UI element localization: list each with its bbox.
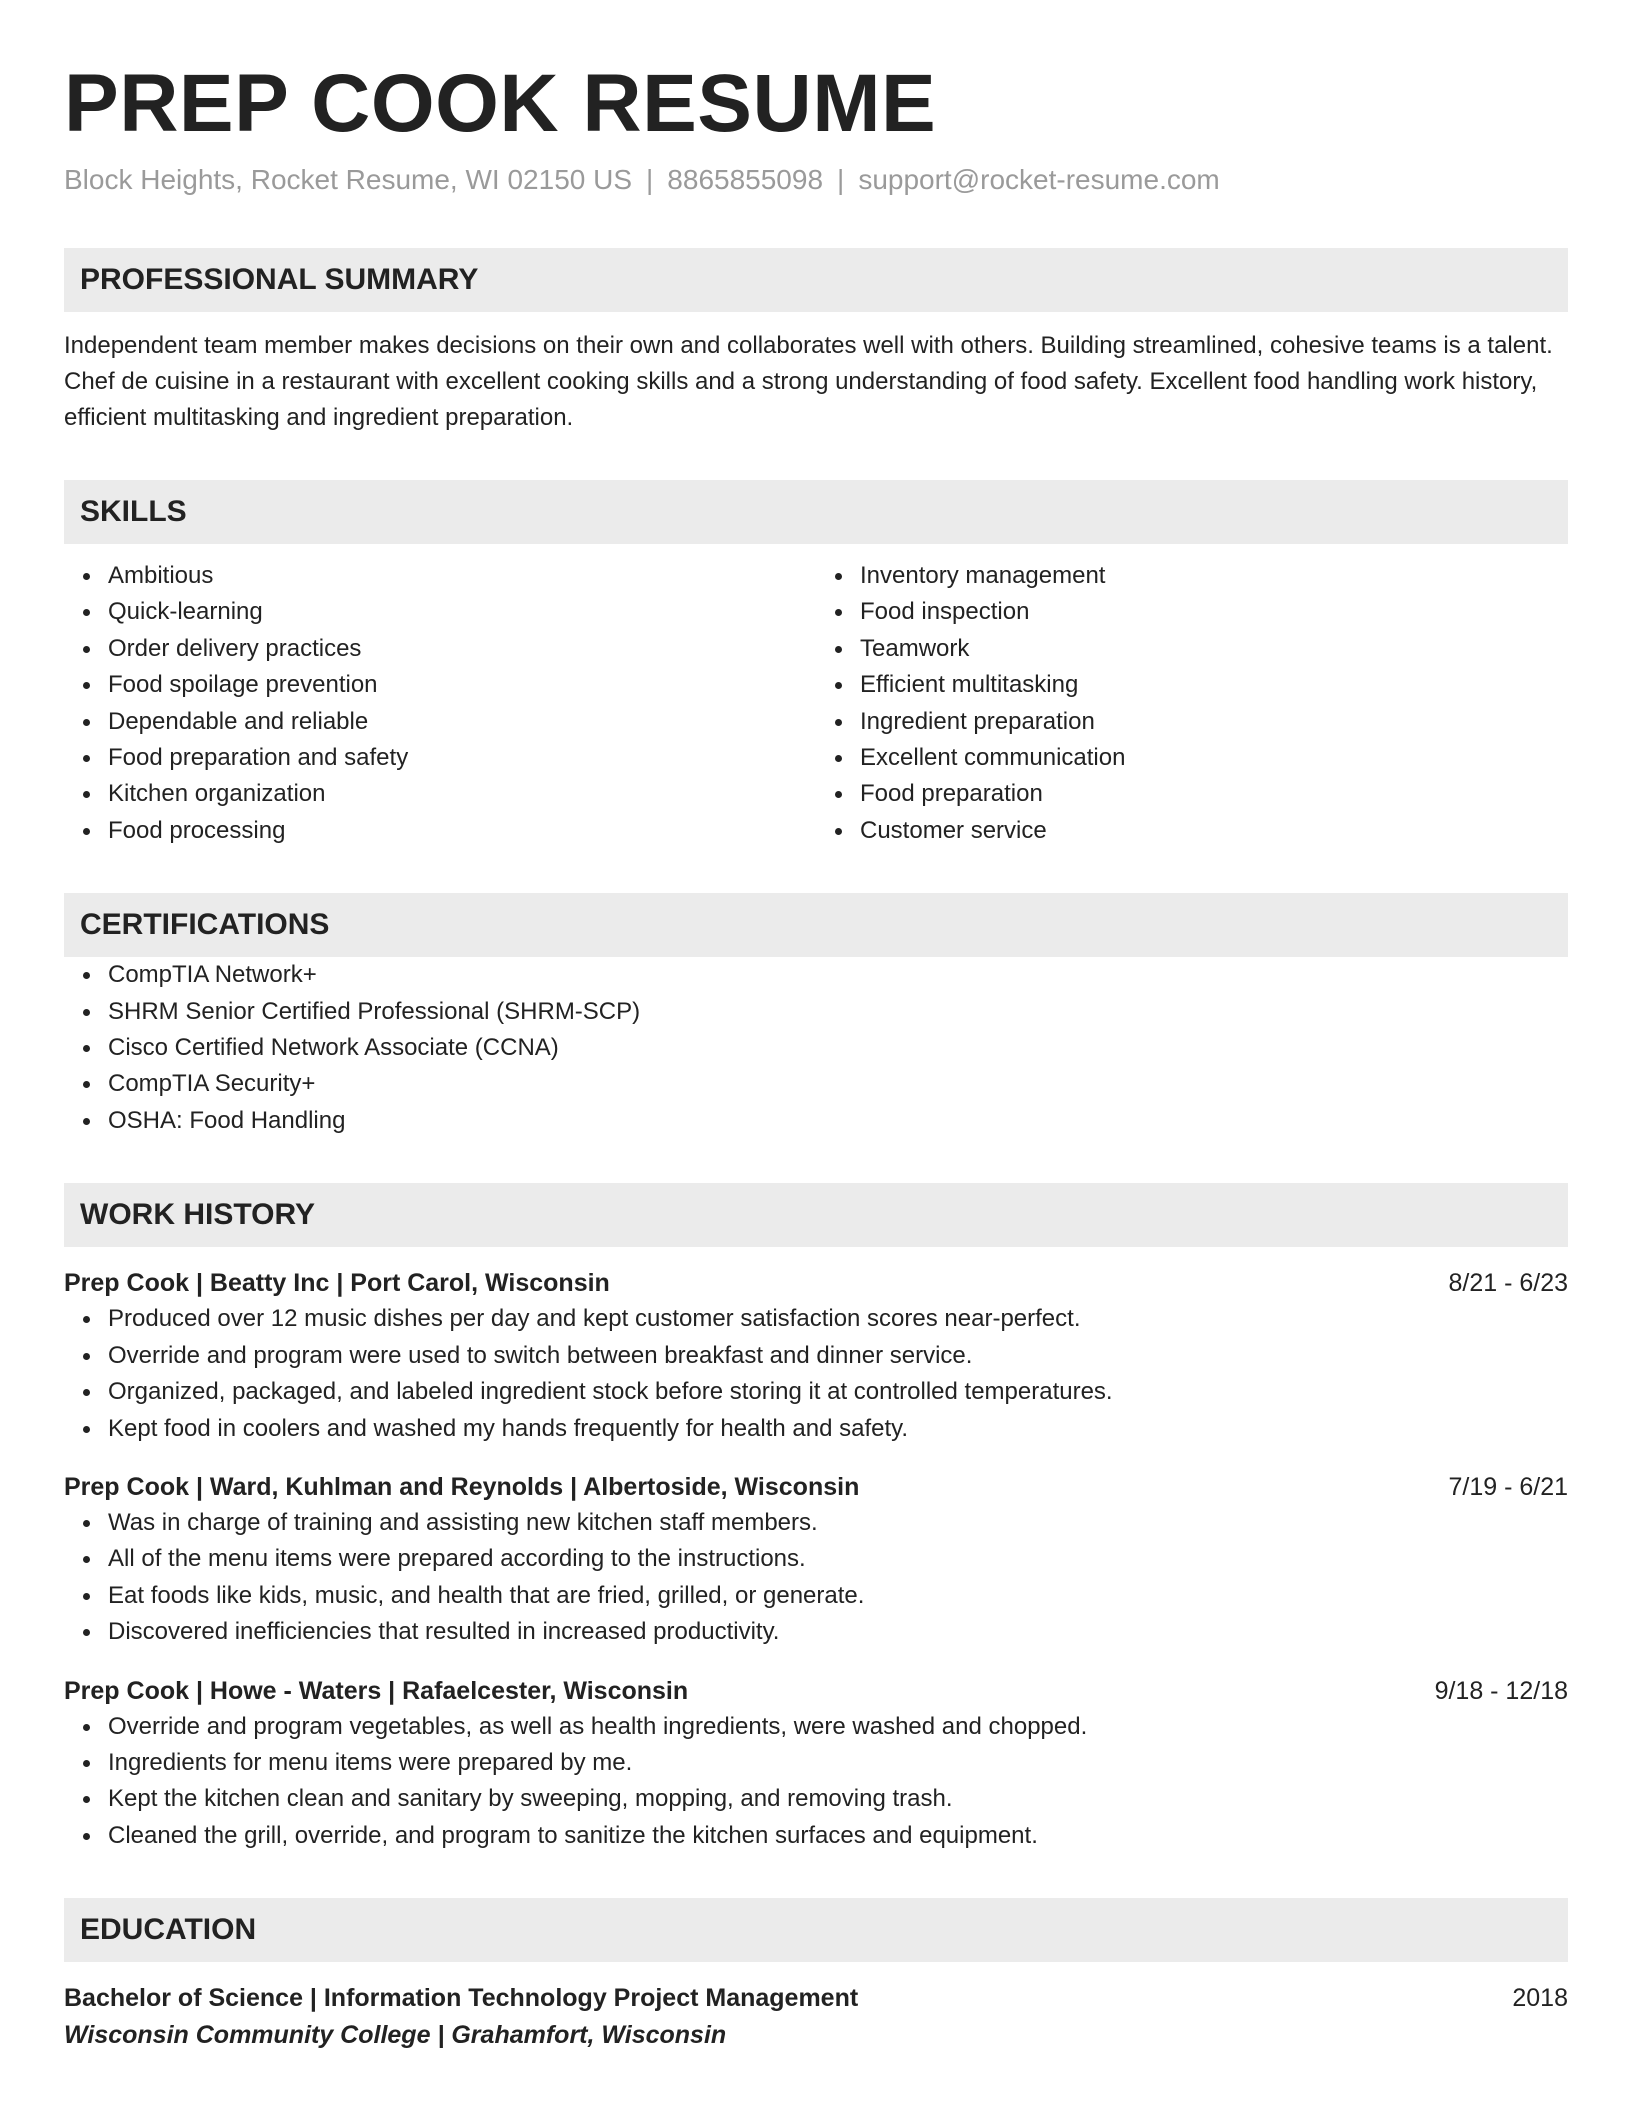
contact-email: support@rocket-resume.com <box>858 164 1220 195</box>
job-bullet: All of the menu items were prepared according to the instructions. <box>108 1541 1568 1577</box>
resume-page <box>64 56 1568 2054</box>
skill-item: Quick-learning <box>108 594 816 630</box>
contact-phone: 8865855098 <box>667 164 824 195</box>
skill-item: Dependable and reliable <box>108 704 816 740</box>
job-bullets <box>64 1709 1568 1855</box>
job-bullet: Override and program vegetables, as well as health ingredients, were washed and chopped. <box>108 1709 1568 1745</box>
job-bullets <box>64 1301 1568 1447</box>
certification-item: Cisco Certified Network Associate (CCNA) <box>108 1030 1568 1066</box>
job-title: Prep Cook | Ward, Kuhlman and Reynolds | Albertoside, Wisconsin <box>64 1472 860 1501</box>
job-bullet: Kept food in coolers and washed my hands frequently for health and safety. <box>108 1411 1568 1447</box>
page-title: PREP COOK RESUME <box>64 58 937 149</box>
job-header <box>64 1673 1568 1709</box>
summary-text: Independent team member makes decisions on their own and collaborates well with others. Building streamlined, cohesive teams is a talent. Chef de cuisine in a restaurant with excellent cooking skills and a strong understanding of food safety. Excellent food handling work history, efficient multitasking and ingredient preparation. <box>64 332 1553 431</box>
skill-item: Food inspection <box>860 594 1568 630</box>
contact-separator: | <box>646 164 654 195</box>
job-bullet: Eat foods like kids, music, and health that are fried, grilled, or generate. <box>108 1578 1568 1614</box>
skill-item: Ingredient preparation <box>860 704 1568 740</box>
skills-column-left <box>64 558 816 849</box>
contact-line <box>64 162 1568 198</box>
section-header-skills: SKILLS <box>64 480 1568 544</box>
education-school: Wisconsin Community College | Grahamfort, Wisconsin <box>64 2021 727 2050</box>
skill-item: Teamwork <box>860 631 1568 667</box>
skills-column-right <box>816 558 1568 849</box>
contact-address: Block Heights, Rocket Resume, WI 02150 US <box>64 164 633 195</box>
job-bullet: Organized, packaged, and labeled ingredient stock before storing it at controlled temperatures. <box>108 1374 1568 1410</box>
job-bullet: Produced over 12 music dishes per day and kept customer satisfaction scores near-perfect. <box>108 1301 1568 1337</box>
skill-item: Ambitious <box>108 558 816 594</box>
section-header-education: EDUCATION <box>64 1898 1568 1962</box>
job-bullet: Ingredients for menu items were prepared by me. <box>108 1745 1568 1781</box>
certifications-list <box>64 957 1568 1139</box>
job-header <box>64 1265 1568 1301</box>
job-title: Prep Cook | Howe - Waters | Rafaelcester, Wisconsin <box>64 1676 689 1705</box>
job-entry <box>64 1673 1568 1855</box>
skill-item: Excellent communication <box>860 740 1568 776</box>
job-bullet: Cleaned the grill, override, and program to sanitize the kitchen surfaces and equipment. <box>108 1818 1568 1854</box>
skills-list <box>64 558 1568 849</box>
job-bullet: Was in charge of training and assisting new kitchen staff members. <box>108 1505 1568 1541</box>
skill-item: Food processing <box>108 813 816 849</box>
certification-item: CompTIA Network+ <box>108 957 1568 993</box>
job-dates: 9/18 - 12/18 <box>1434 1676 1568 1705</box>
certification-item: OSHA: Food Handling <box>108 1103 1568 1139</box>
section-header-summary: PROFESSIONAL SUMMARY <box>64 248 1568 312</box>
job-bullets <box>64 1505 1568 1651</box>
education-degree: Bachelor of Science | Information Technology Project Management <box>64 1984 859 2013</box>
job-bullet: Discovered inefficiencies that resulted in increased productivity. <box>108 1614 1568 1650</box>
job-entry <box>64 1265 1568 1447</box>
job-bullet: Kept the kitchen clean and sanitary by sweeping, mopping, and removing trash. <box>108 1781 1568 1817</box>
job-header <box>64 1469 1568 1505</box>
job-bullet: Override and program were used to switch between breakfast and dinner service. <box>108 1338 1568 1374</box>
education-header <box>64 1980 1568 2016</box>
skill-item: Food preparation and safety <box>108 740 816 776</box>
skill-item: Efficient multitasking <box>860 667 1568 703</box>
skill-item: Kitchen organization <box>108 776 816 812</box>
skill-item: Customer service <box>860 813 1568 849</box>
section-header-certifications: CERTIFICATIONS <box>64 893 1568 957</box>
skill-item: Food preparation <box>860 776 1568 812</box>
skill-item: Food spoilage prevention <box>108 667 816 703</box>
job-title: Prep Cook | Beatty Inc | Port Carol, Wisconsin <box>64 1269 610 1298</box>
job-dates: 8/21 - 6/23 <box>1448 1269 1568 1298</box>
certification-item: CompTIA Security+ <box>108 1066 1568 1102</box>
skill-item: Order delivery practices <box>108 631 816 667</box>
education-year: 2018 <box>1512 1984 1568 2013</box>
job-entry <box>64 1469 1568 1651</box>
skill-item: Inventory management <box>860 558 1568 594</box>
contact-separator: | <box>837 164 845 195</box>
certification-item: SHRM Senior Certified Professional (SHRM-SCP) <box>108 994 1568 1030</box>
job-dates: 7/19 - 6/21 <box>1448 1472 1568 1501</box>
section-header-work-history: WORK HISTORY <box>64 1183 1568 1247</box>
